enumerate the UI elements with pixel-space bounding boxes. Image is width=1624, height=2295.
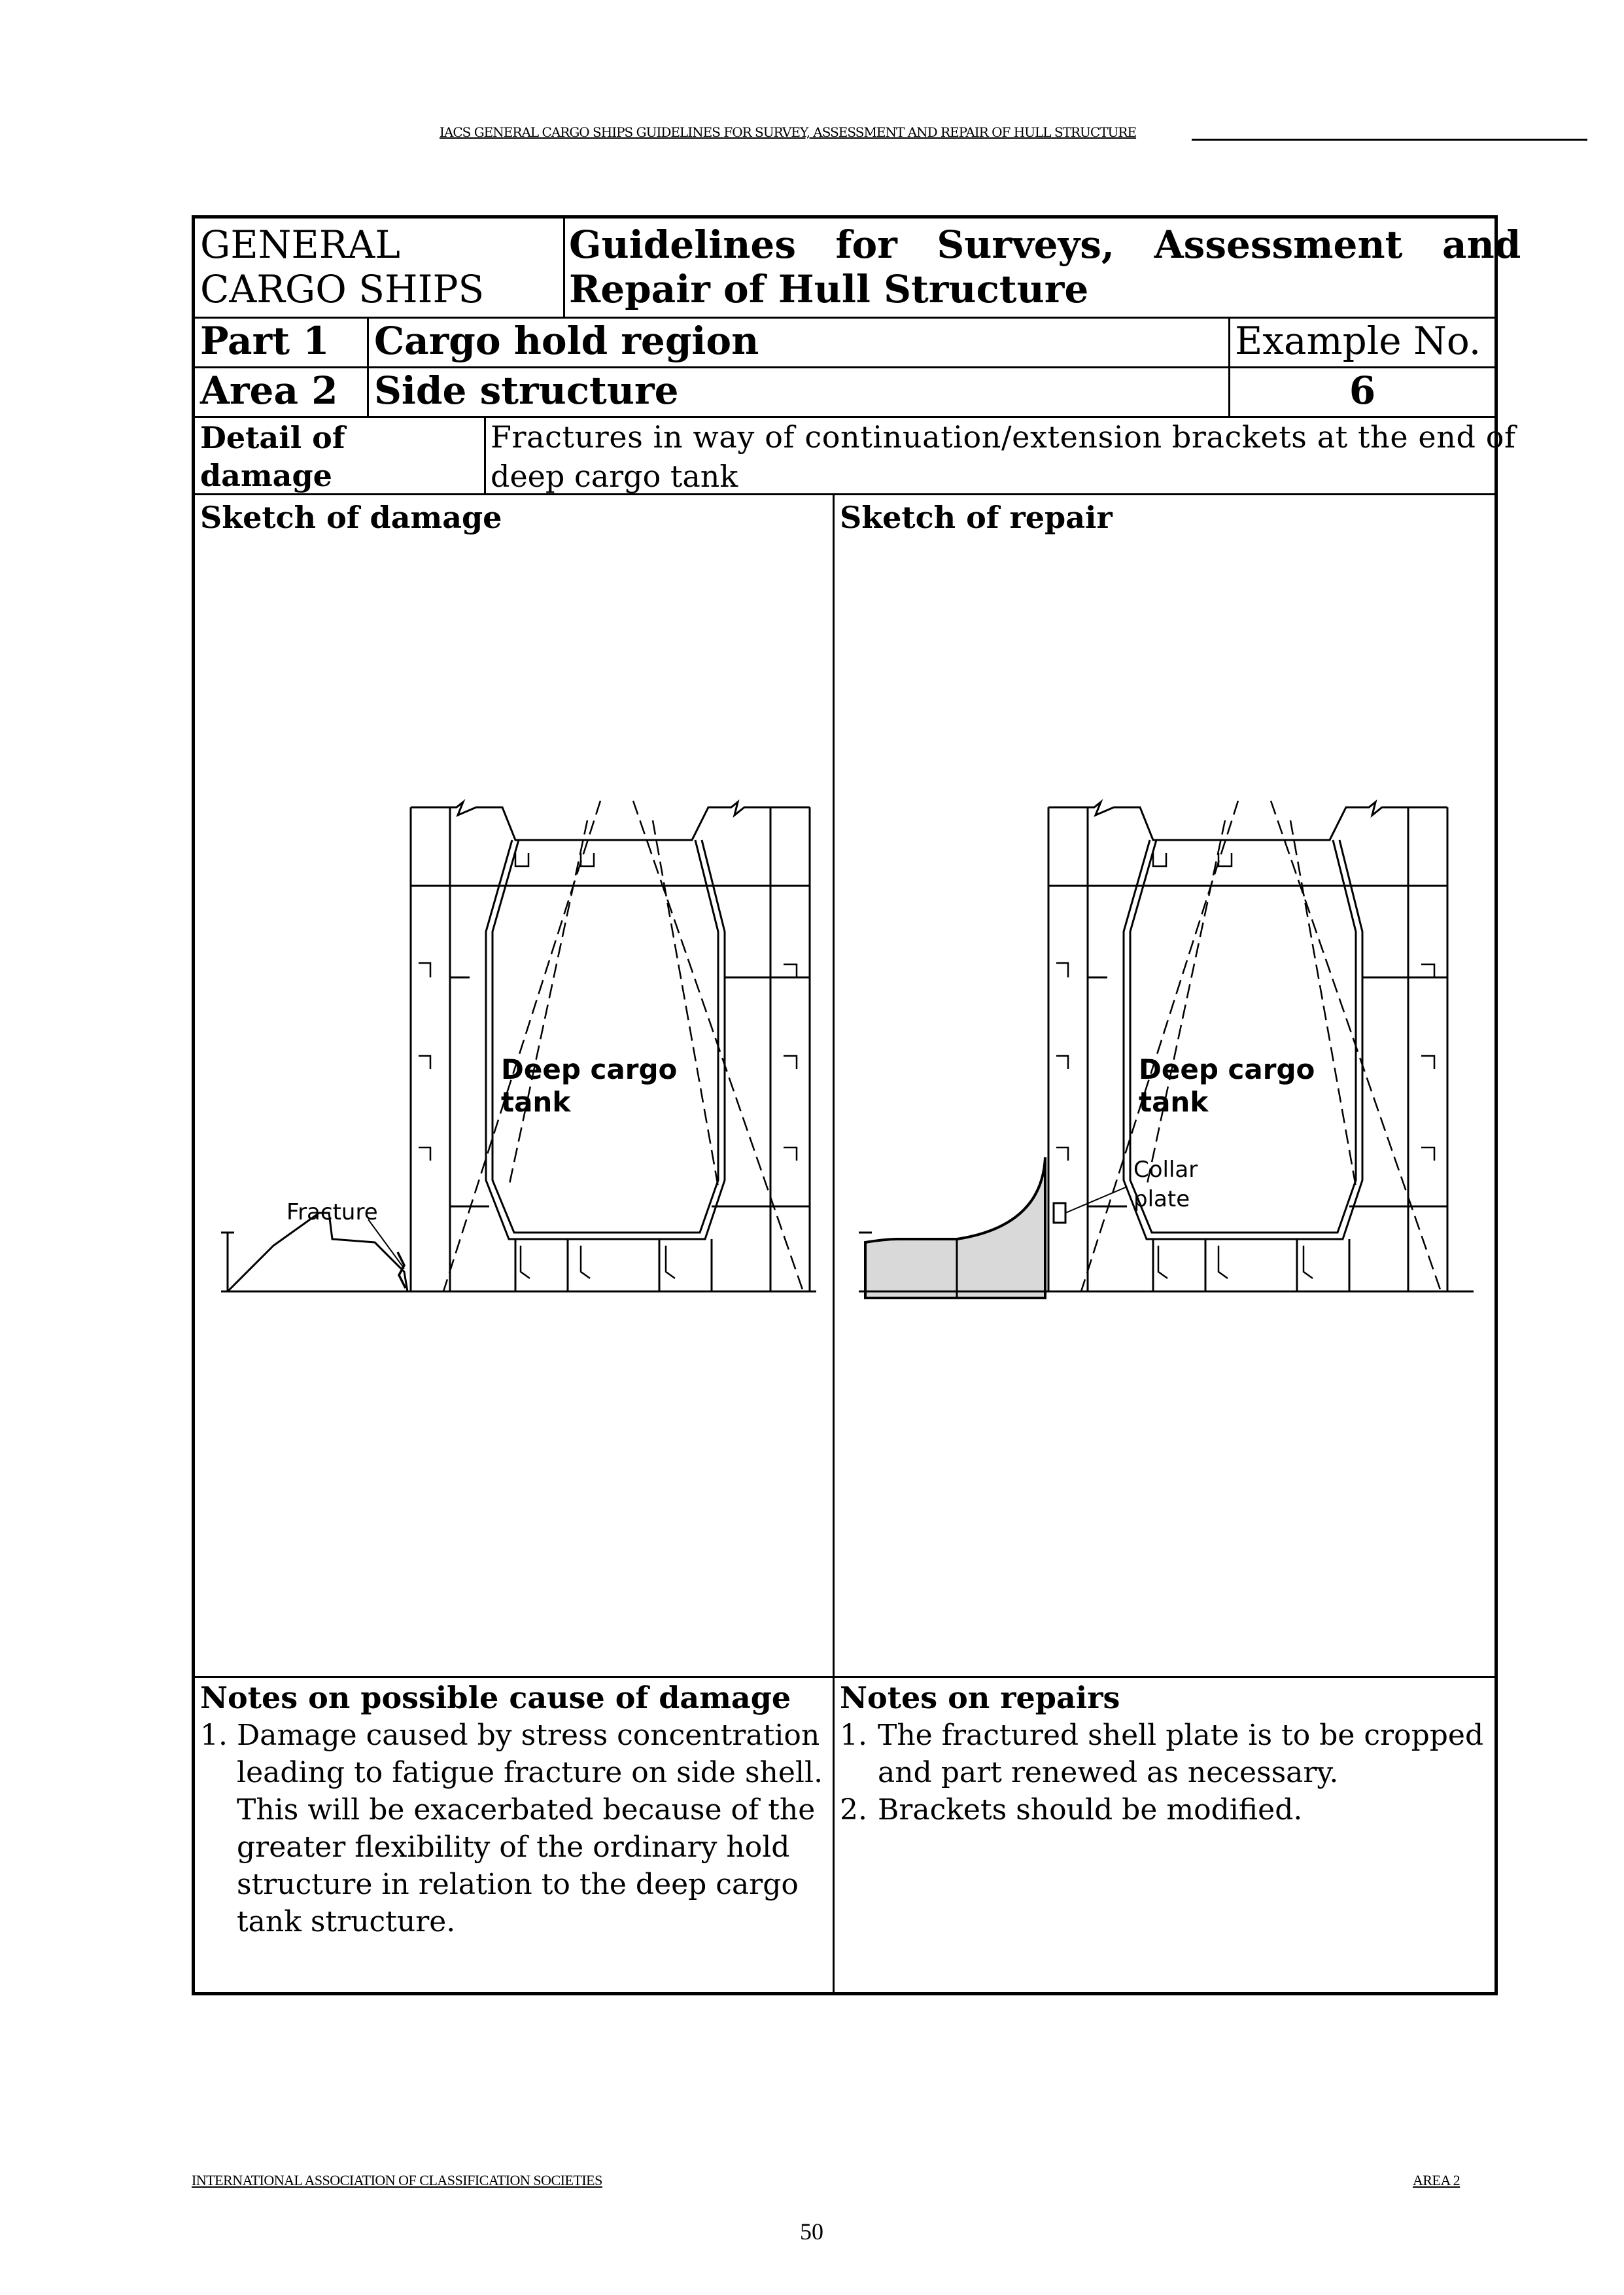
running-header <box>440 118 1587 144</box>
divider <box>484 416 486 493</box>
sketch-repair-heading: Sketch of repair <box>840 500 1113 535</box>
notes-cause-heading: Notes on possible cause of damage <box>200 1680 791 1715</box>
header-rule <box>1192 139 1587 141</box>
item-line: structure in relation to the deep cargo <box>237 1868 799 1901</box>
example-label: Example No. <box>1235 319 1481 363</box>
list-item <box>840 1791 1491 1829</box>
footer-left: INTERNATIONAL ASSOCIATION OF CLASSIFICATION SOCIETIES <box>192 2172 602 2188</box>
ship-type-line-2: CARGO SHIPS <box>200 267 485 311</box>
footer-right: AREA 2 <box>1413 2172 1460 2188</box>
guideline-sheet <box>192 215 1521 1995</box>
item-text <box>878 1717 1483 1791</box>
divider <box>833 493 835 1992</box>
item-number: 2. <box>840 1793 867 1827</box>
item-number: 1. <box>200 1719 228 1752</box>
item-number: 1. <box>840 1719 867 1752</box>
fracture-label: Fracture <box>286 1199 378 1225</box>
detail-label-line-2: damage <box>200 458 332 493</box>
tank-label-line-1: Deep cargo <box>1139 1053 1315 1085</box>
repair-sketch <box>846 559 1483 1344</box>
list-item <box>840 1717 1491 1791</box>
ship-type <box>200 222 566 311</box>
guideline-title-line-1: Guidelines for Surveys, Assessment and <box>569 222 1521 267</box>
sketch-damage-heading: Sketch of damage <box>200 500 502 535</box>
item-line: Damage caused by stress concentration <box>237 1719 820 1752</box>
divider <box>195 493 1494 495</box>
collar-label-line-2: plate <box>1133 1186 1190 1212</box>
ship-type-line-1: GENERAL <box>200 222 400 267</box>
item-text <box>237 1717 823 1940</box>
guideline-title <box>569 222 1521 311</box>
detail-text-line-1: Fractures in way of continuation/extension brackets at the end of <box>491 419 1516 455</box>
tank-label-line-1: Deep cargo <box>501 1053 678 1085</box>
detail-label-line-1: Detail of <box>200 420 345 455</box>
item-line: and part renewed as necessary. <box>878 1756 1339 1789</box>
page-number: 50 <box>800 2218 823 2245</box>
notes-repairs-heading: Notes on repairs <box>840 1680 1120 1715</box>
collar-label-line-1: Collar <box>1133 1157 1198 1183</box>
item-line: leading to fatigue fracture on side shell. <box>237 1756 823 1789</box>
area-title: Side structure <box>374 368 679 413</box>
item-line: Brackets should be modified. <box>878 1793 1303 1827</box>
notes-repairs <box>840 1679 1491 1829</box>
detail-label <box>200 419 345 495</box>
example-number: 6 <box>1349 368 1376 413</box>
notes-cause <box>200 1679 828 1940</box>
part-title: Cargo hold region <box>374 319 759 363</box>
divider <box>195 1676 1494 1678</box>
item-text <box>878 1791 1302 1829</box>
tank-label-line-2: tank <box>1139 1086 1209 1118</box>
item-line: tank structure. <box>237 1905 456 1938</box>
tank-label-line-2: tank <box>501 1086 571 1118</box>
item-line: The fractured shell plate is to be cropped <box>878 1719 1484 1752</box>
running-header-text: IACS GENERAL CARGO SHIPS GUIDELINES FOR SURVEY, ASSESSMENT AND REPAIR OF HULL STRUCTURE <box>440 124 1137 140</box>
item-line: This will be exacerbated because of the <box>237 1793 816 1827</box>
list-item <box>200 1717 828 1940</box>
part-label: Part 1 <box>200 319 330 363</box>
area-label: Area 2 <box>200 368 338 413</box>
damage-sketch <box>208 559 829 1344</box>
item-line: greater flexibility of the ordinary hold <box>237 1831 790 1864</box>
divider <box>563 219 565 317</box>
guideline-title-line-2: Repair of Hull Structure <box>569 267 1089 311</box>
detail-text-line-2: deep cargo tank <box>491 459 738 494</box>
detail-text <box>491 417 1516 496</box>
